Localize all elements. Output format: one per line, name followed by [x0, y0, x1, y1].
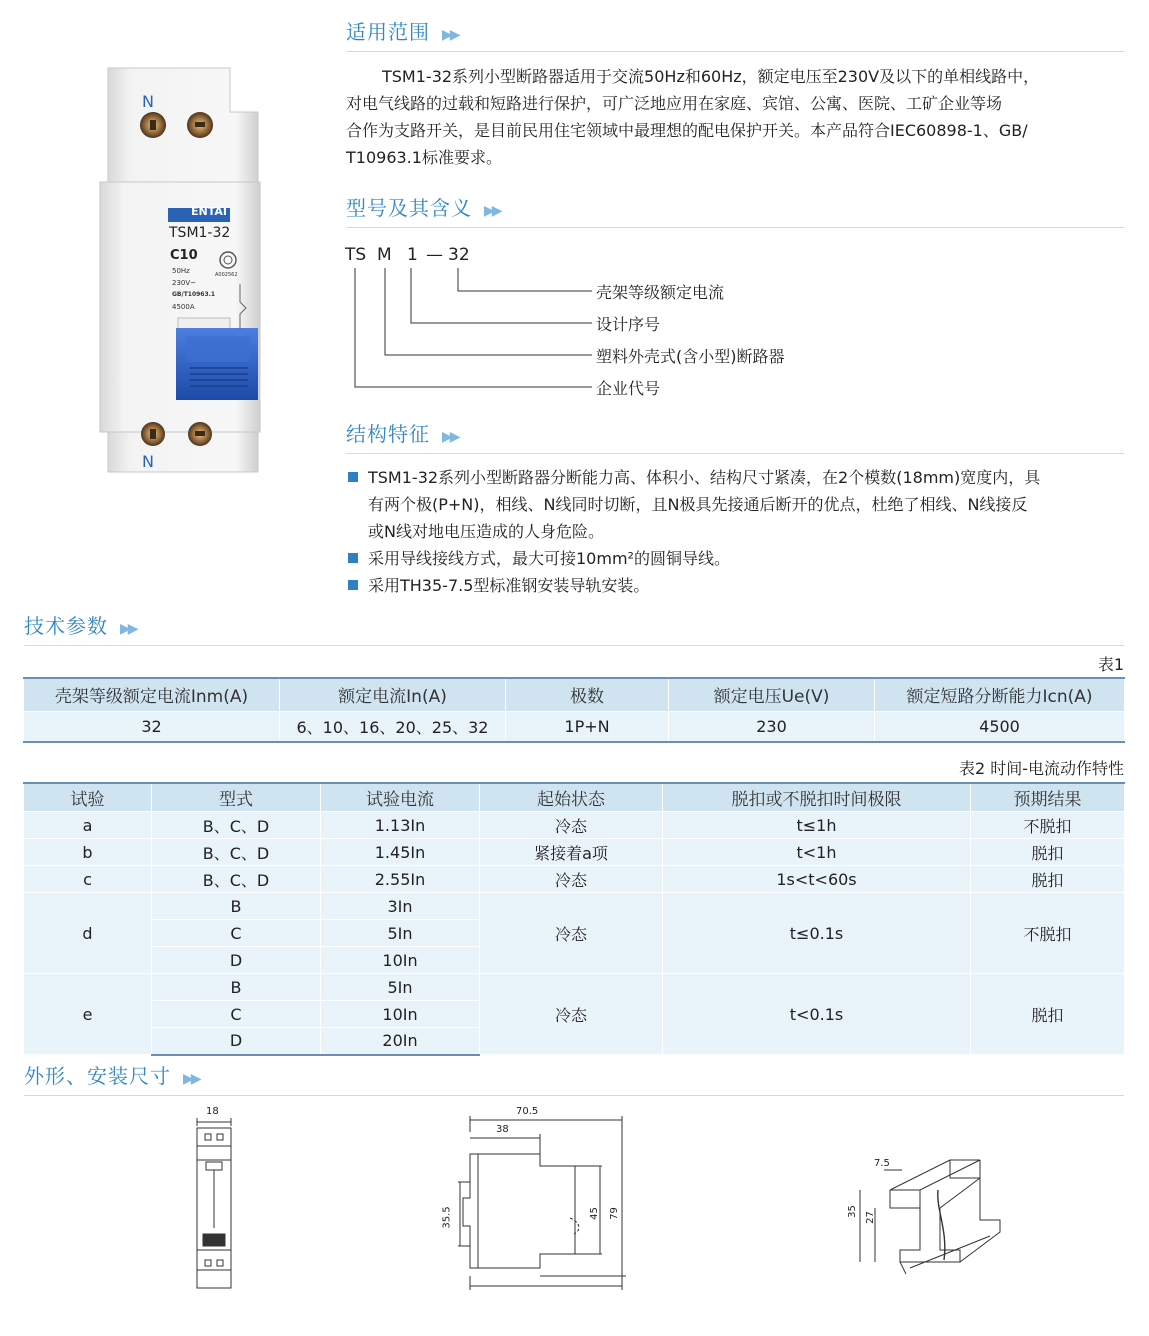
model-label: 设计序号: [596, 315, 661, 334]
product-model: TSM1-32: [169, 225, 231, 241]
table2-cell: 紧接着a项: [480, 839, 663, 866]
table2-cell: 冷态: [480, 974, 663, 1055]
section-title-dims: [24, 1062, 199, 1090]
bullet-square-icon: [348, 472, 358, 482]
table2-cell: 脱扣: [971, 839, 1125, 866]
table2-header: 试验: [24, 783, 152, 812]
double-arrow-icon: ▶▶: [442, 27, 458, 43]
table1-cell: 32: [24, 711, 280, 742]
dim-side-top: 38: [496, 1124, 509, 1135]
table2-cell: 冷态: [480, 866, 663, 893]
scope-title-text: 适用范围: [346, 20, 430, 44]
product-spec-1: 50Hz: [172, 267, 190, 275]
model-code-ts: TS: [345, 245, 367, 265]
table2-cell: t≤1h: [663, 812, 971, 839]
table2-cell: B、C、D: [152, 812, 321, 839]
feature-item: [368, 572, 1124, 599]
model-label: 企业代号: [596, 379, 661, 398]
table2-cell: 20In: [321, 1028, 480, 1055]
side-view-drawing: [430, 1106, 630, 1296]
table2-cell: 1.45In: [321, 839, 480, 866]
table2-cell: 不脱扣: [971, 812, 1125, 839]
table2-cell: 10In: [321, 947, 480, 974]
table-row: [24, 866, 1125, 893]
section-divider: [24, 1095, 1124, 1096]
section-title-model: [346, 194, 500, 222]
scope-line: 对电气线路的过载和短路进行保护，可广泛地应用在家庭、宾馆、公寓、医院、工矿企业等场: [346, 94, 1003, 113]
table2-cell: 冷态: [480, 812, 663, 839]
table2-header: 试验电流: [321, 783, 480, 812]
table1-header: 壳架等级额定电流Inm(A): [24, 678, 280, 711]
model-leader-lines: [340, 240, 820, 400]
feature-line: 采用TH35-7.5型标准钢安装导轨安装。: [368, 576, 650, 595]
table1: [23, 677, 1125, 743]
table-row: [24, 974, 1125, 1001]
brand-logo: ENTAI: [191, 205, 227, 218]
double-arrow-icon: ▶▶: [120, 621, 136, 637]
table2-caption: 表2 时间-电流动作特性: [958, 759, 1124, 778]
dim-side-h2: 45: [588, 1207, 600, 1220]
model-code-1: 1: [407, 245, 418, 265]
table2-cell: 5In: [321, 920, 480, 947]
model-code-m: M: [377, 245, 392, 265]
table2-cell: 冷态: [480, 893, 663, 974]
table2-cell: 3In: [321, 893, 480, 920]
table1-caption: 表1: [1097, 655, 1124, 674]
table1-header: 额定短路分断能力Icn(A): [875, 678, 1125, 711]
terminal-top-label: N: [142, 92, 154, 111]
table-row: [24, 839, 1125, 866]
table2-header: 预期结果: [971, 783, 1125, 812]
feature-line: TSM1-32系列小型断路器分断能力高、体积小、结构尺寸紧凑，在2个模数(18mm)宽度内，具: [368, 468, 1041, 487]
feature-line: 采用导线接线方式，最大可接10mm²的圆铜导线。: [368, 549, 730, 568]
model-title-text: 型号及其含义: [346, 196, 472, 220]
product-spec-4: 4500A: [172, 303, 195, 311]
dim-front-width: 18: [206, 1106, 219, 1117]
table2-cell: 1.13In: [321, 812, 480, 839]
feature-line: 有两个极(P+N)，相线、N线同时切断，且N极具先接通后断开的优点，杜绝了相线、N线接反: [368, 495, 1028, 514]
table2-cell: c: [24, 866, 152, 893]
table-row: [24, 812, 1125, 839]
double-arrow-icon: ▶▶: [484, 203, 500, 219]
tech-title-text: 技术参数: [24, 614, 108, 638]
table2-cell: B、C、D: [152, 866, 321, 893]
table2-cell: 10In: [321, 1001, 480, 1028]
table2-cell: 1s<t<60s: [663, 866, 971, 893]
dim-rail-width: 7.5: [874, 1158, 890, 1169]
table1-header: 额定电压Ue(V): [669, 678, 875, 711]
table2-cell: 5In: [321, 974, 480, 1001]
table2-cell: t≤0.1s: [663, 893, 971, 974]
terminal-bottom-label: N: [142, 452, 154, 471]
table-row: [24, 893, 1125, 920]
section-divider: [346, 453, 1124, 454]
table2-cell: C: [152, 920, 321, 947]
table2-header: 起始状态: [480, 783, 663, 812]
table2-cell: B: [152, 974, 321, 1001]
table2-cell: a: [24, 812, 152, 839]
section-divider: [346, 227, 1124, 228]
dim-side-h1: 35.5: [441, 1206, 453, 1229]
product-spec-3: GB/T10963.1: [172, 291, 216, 298]
product-spec-2: 230V~: [172, 279, 197, 287]
model-code-dash: —: [426, 245, 443, 265]
table2-cell: 2.55In: [321, 866, 480, 893]
cert-code: A002562: [215, 272, 238, 278]
table2-cell: 脱扣: [971, 974, 1125, 1055]
table1-cell: 1P+N: [506, 711, 669, 742]
dim-side-h3: 79: [608, 1207, 620, 1220]
table2-cell: C: [152, 1001, 321, 1028]
section-title-scope: [346, 18, 458, 46]
table1-header: 额定电流In(A): [280, 678, 506, 711]
section-title-tech: [24, 612, 136, 640]
dim-side-total: 70.5: [516, 1106, 539, 1117]
dim-rail-h2: 27: [864, 1211, 876, 1224]
scope-line: TSM1-32系列小型断路器适用于交流50Hz和60Hz，额定电压至230V及以下的单相线路中，: [382, 67, 1040, 86]
bullet-square-icon: [348, 580, 358, 590]
table2-cell: 脱扣: [971, 866, 1125, 893]
table2-cell: t<1h: [663, 839, 971, 866]
table2: [23, 782, 1125, 1056]
table2-cell: D: [152, 1028, 321, 1055]
feature-line: 或N线对地电压造成的人身危险。: [368, 522, 604, 541]
product-rating: C10: [170, 248, 198, 263]
front-view-drawing: [185, 1106, 245, 1295]
double-arrow-icon: ▶▶: [183, 1071, 199, 1087]
section-divider: [24, 645, 1124, 646]
table1-header: 极数: [506, 678, 669, 711]
table2-header: 型式: [152, 783, 321, 812]
scope-paragraph: [346, 63, 1124, 171]
model-diagram: [340, 240, 820, 400]
model-label: 塑料外壳式(含小型)断路器: [596, 347, 785, 366]
table2-cell: e: [24, 974, 152, 1055]
rail-drawing: [840, 1150, 1010, 1290]
table2-header: 脱扣或不脱扣时间极限: [663, 783, 971, 812]
dims-title-text: 外形、安装尺寸: [24, 1064, 171, 1088]
table2-cell: d: [24, 893, 152, 974]
table1-cell: 4500: [875, 711, 1125, 742]
table2-cell: b: [24, 839, 152, 866]
table2-cell: D: [152, 947, 321, 974]
model-label: 壳架等级额定电流: [596, 283, 725, 302]
dim-rail-h1: 35: [846, 1205, 858, 1218]
table2-cell: B、C、D: [152, 839, 321, 866]
table1-cell: 230: [669, 711, 875, 742]
table2-cell: B: [152, 893, 321, 920]
table2-cell: t<0.1s: [663, 974, 971, 1055]
table2-cell: 不脱扣: [971, 893, 1125, 974]
section-title-features: [346, 420, 458, 448]
bullet-square-icon: [348, 553, 358, 563]
double-arrow-icon: ▶▶: [442, 429, 458, 445]
feature-item: [368, 464, 1124, 545]
product-image: [90, 62, 270, 482]
scope-line: T10963.1标准要求。: [346, 148, 502, 167]
model-code-32: 32: [448, 245, 470, 265]
section-divider: [346, 51, 1124, 52]
scope-line: 合作为支路开关，是目前民用住宅领域中最理想的配电保护开关。本产品符合IEC60898-1、GB/: [346, 121, 1028, 140]
feature-item: [368, 545, 1124, 572]
features-title-text: 结构特征: [346, 422, 430, 446]
table1-cell: 6、10、16、20、25、32: [280, 711, 506, 742]
